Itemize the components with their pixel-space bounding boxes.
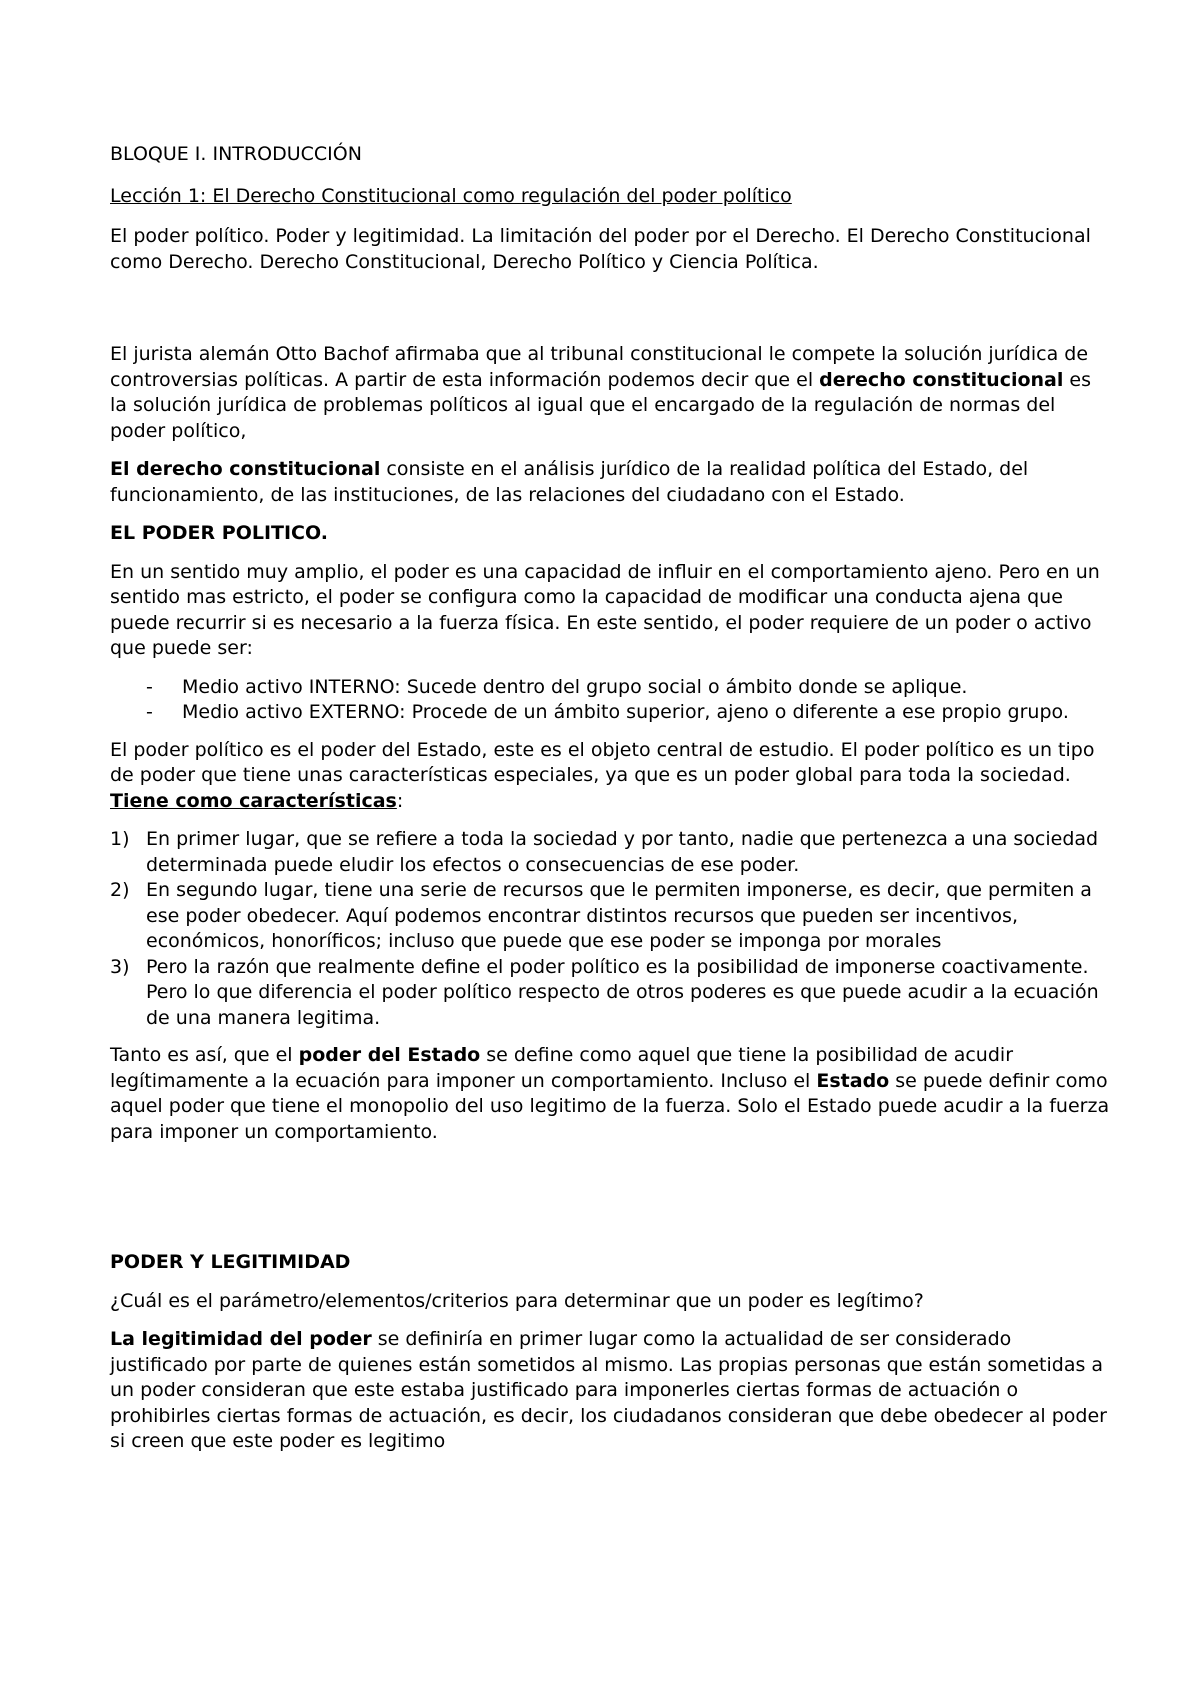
paragraph-sentido: En un sentido muy amplio, el poder es una capacidad de influir en el comportamiento ajeno. Pero en un sentido mas estricto, el poder se configura como la capacidad de modificar una conducta ajena que puede recurrir si es necesario a la fuerza física. En este sentido, el poder requiere de un poder o activo que puede ser:	[110, 560, 1100, 659]
paragraph-bachof: El jurista alemán Otto Bachof afirmaba que al tribunal constitucional le compete la solución jurídica de controversias políticas. A partir de esta información podemos decir que el derecho constitucional es la solución jurídica de problemas políticos al igual que el encargado de la regulación de normas del poder político,	[110, 343, 1092, 442]
numbered-list	[110, 827, 1110, 1031]
block-title: BLOQUE I. INTRODUCCIÓN	[110, 143, 362, 165]
spacer	[110, 1158, 1110, 1250]
paragraph-poder-estado: El poder político es el poder del Estado, este es el objeto central de estudio. El poder político es un tipo de poder que tiene unas características especiales, ya que es un poder global para toda la sociedad. Tiene como características:	[110, 738, 1095, 812]
list-item: - Medio activo EXTERNO: Procede de un ámbito superior, ajeno o diferente a ese propio grupo.	[146, 701, 1069, 723]
section-title-poder-politico: EL PODER POLITICO.	[110, 522, 328, 544]
document-page	[110, 142, 1110, 1468]
lesson-topics: El poder político. Poder y legitimidad. La limitación del poder por el Derecho. El Derecho Constitucional como Derecho. Derecho Constitucional, Derecho Político y Ciencia Política.	[110, 225, 1091, 273]
paragraph-definition: El derecho constitucional consiste en el análisis jurídico de la realidad política del Estado, del funcionamiento, de las instituciones, de las relaciones del ciudadano con el Estado.	[110, 458, 1029, 506]
paragraph-legitimidad: La legitimidad del poder se definiría en primer lugar como la actualidad de ser considerado justificado por parte de quienes están sometidos al mismo. Las propias personas que están sometidas a un poder consideran que este estaba justificado para imponerles ciertas formas de actuación o prohibirles ciertas formas de actuación, es decir, los ciudadanos consideran que debe obedecer al poder si creen que este poder es legitimo	[110, 1328, 1107, 1452]
section-title-poder-legitimidad: PODER Y LEGITIMIDAD	[110, 1251, 351, 1273]
list-item: - Medio activo INTERNO: Sucede dentro del grupo social o ámbito donde se aplique.	[146, 675, 968, 698]
paragraph-tanto-es-asi: Tanto es así, que el poder del Estado se define como aquel que tiene la posibilidad de acudir legítimamente a la ecuación para imponer un comportamiento. Incluso el Estado se puede definir como aquel poder que tiene el monopolio del uso legitimo de la fuerza. Solo el Estado puede acudir a la fuerza para imponer un comportamiento.	[110, 1044, 1110, 1143]
lesson-title: Lección 1: El Derecho Constitucional como regulación del poder político	[110, 184, 792, 207]
spacer	[110, 288, 1110, 342]
list-item: 2) En segundo lugar, tiene una serie de recursos que le permiten imponerse, es decir, que permiten a ese poder obedecer. Aquí podemos encontrar distintos recursos que pueden ser incentivos, económicos, honoríficos; incluso que puede que ese poder se imponga por morales	[110, 879, 1092, 952]
list-item: 3) Pero la razón que realmente define el poder político es la posibilidad de imponerse coactivamente. Pero lo que diferencia el poder político respecto de otros poderes es que puede acudir a la ecuación de una manera legitima.	[110, 955, 1099, 1029]
list-item: 1) En primer lugar, que se refiere a toda la sociedad y por tanto, nadie que pertenezca a una sociedad determinada puede eludir los efectos o consecuencias de ese poder.	[110, 828, 1099, 876]
dash-list	[110, 675, 1110, 726]
paragraph-question: ¿Cuál es el parámetro/elementos/criterios para determinar que un poder es legítimo?	[110, 1289, 924, 1312]
